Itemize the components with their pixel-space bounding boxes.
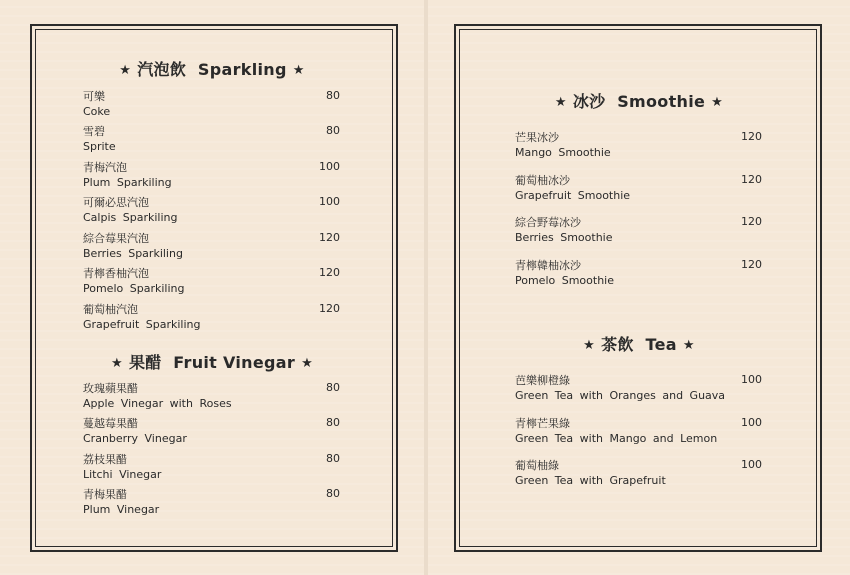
item-name-en: Calpis Sparkiling — [83, 211, 178, 224]
item-price: 80 — [326, 416, 340, 429]
star-icon: ★ — [301, 356, 314, 371]
star-icon: ★ — [554, 95, 567, 110]
menu-item — [515, 173, 630, 203]
item-price: 120 — [741, 258, 762, 271]
item-price: 120 — [741, 173, 762, 186]
menu-item — [83, 416, 187, 446]
item-name-en: Plum Vinegar — [83, 503, 160, 516]
menu-item — [83, 266, 184, 296]
item-name-zh: 綜合野莓冰沙 — [515, 216, 581, 229]
star-icon: ★ — [110, 356, 123, 371]
item-name-zh: 葡萄柚汽泡 — [83, 303, 138, 316]
menu-item — [83, 160, 172, 190]
item-name-en: Plum Sparkiling — [83, 176, 172, 189]
menu-item — [515, 130, 611, 160]
menu-item — [515, 373, 725, 403]
section-title-zh: 冰沙 — [572, 92, 606, 111]
item-name-en: Berries Sparkiling — [83, 247, 183, 260]
item-name-en: Mango Smoothie — [515, 146, 611, 159]
section-title-zh: 汽泡飲 — [137, 60, 187, 79]
section-title-fruit-vinegar — [0, 350, 424, 373]
item-name-zh: 雪碧 — [83, 125, 105, 138]
section-title-smoothie — [428, 89, 850, 112]
star-icon: ★ — [682, 338, 695, 353]
section-title-zh: 茶飲 — [601, 335, 634, 354]
item-price: 120 — [319, 266, 340, 279]
item-name-zh: 可爾必思汽泡 — [83, 196, 149, 209]
menu-item — [83, 487, 159, 517]
menu-item — [83, 124, 116, 154]
item-price: 120 — [319, 231, 340, 244]
star-icon: ★ — [711, 95, 724, 110]
item-name-zh: 綜合莓果汽泡 — [83, 232, 149, 245]
item-name-zh: 青梅果醋 — [83, 488, 127, 501]
section-title-sparkling — [0, 57, 424, 80]
item-name-zh: 葡萄柚冰沙 — [515, 174, 570, 187]
menu-item — [83, 452, 161, 482]
section-title-en: Fruit Vinegar — [173, 353, 296, 372]
section-title-en: Sparkling — [197, 60, 287, 79]
section-title-zh: 果醋 — [128, 353, 162, 372]
menu-item — [515, 258, 614, 288]
item-name-en: Grapefruit Sparkiling — [83, 318, 201, 331]
menu-item — [83, 89, 110, 119]
item-price: 80 — [326, 381, 340, 394]
item-name-zh: 青梅汽泡 — [83, 161, 127, 174]
menu-page-left — [0, 0, 424, 575]
menu-item — [515, 458, 666, 488]
item-name-zh: 青檸香柚汽泡 — [83, 267, 149, 280]
item-name-zh: 青檸芒果綠 — [515, 417, 570, 430]
menu-item — [83, 381, 232, 411]
item-name-zh: 葡萄柚綠 — [515, 459, 559, 472]
section-title-en: Smoothie — [617, 92, 706, 111]
star-icon: ★ — [292, 63, 305, 78]
menu-page-right — [428, 0, 850, 575]
item-price: 80 — [326, 124, 340, 137]
item-price: 80 — [326, 89, 340, 102]
item-price: 120 — [741, 130, 762, 143]
menu-item — [515, 416, 717, 446]
menu-item — [83, 195, 177, 225]
star-icon: ★ — [583, 338, 596, 353]
item-price: 120 — [319, 302, 340, 315]
item-name-zh: 荔枝果醋 — [83, 453, 127, 466]
menu-item — [83, 231, 183, 261]
section-title-tea — [428, 332, 850, 355]
item-name-en: Cranberry Vinegar — [83, 432, 187, 445]
item-name-en: Apple Vinegar with Roses — [83, 397, 232, 410]
item-name-zh: 芒果冰沙 — [515, 131, 559, 144]
item-name-en: Coke — [83, 105, 111, 118]
section-title-en: Tea — [645, 335, 677, 354]
item-name-en: Berries Smoothie — [515, 231, 613, 244]
item-name-en: Green Tea with Grapefruit — [515, 474, 666, 487]
item-name-zh: 玫瑰蘋果醋 — [83, 382, 138, 395]
item-name-en: Grapefruit Smoothie — [515, 189, 631, 202]
item-name-en: Green Tea with Oranges and Guava — [515, 389, 726, 402]
item-name-zh: 可樂 — [83, 90, 105, 103]
menu-item — [83, 302, 201, 332]
item-price: 100 — [319, 160, 340, 173]
item-price: 100 — [741, 458, 762, 471]
item-price: 120 — [741, 215, 762, 228]
item-name-zh: 芭樂柳橙綠 — [515, 374, 570, 387]
star-icon: ★ — [119, 63, 132, 78]
item-name-en: Green Tea with Mango and Lemon — [515, 432, 718, 445]
item-name-en: Pomelo Sparkiling — [83, 282, 185, 295]
item-name-zh: 蔓越莓果醋 — [83, 417, 138, 430]
item-name-en: Litchi Vinegar — [83, 468, 162, 481]
item-price: 80 — [326, 487, 340, 500]
item-price: 80 — [326, 452, 340, 465]
item-name-zh: 青檸韓柚冰沙 — [515, 259, 581, 272]
menu-item — [515, 215, 612, 245]
item-price: 100 — [741, 373, 762, 386]
item-price: 100 — [319, 195, 340, 208]
item-name-en: Sprite — [83, 140, 116, 153]
item-name-en: Pomelo Smoothie — [515, 274, 615, 287]
item-price: 100 — [741, 416, 762, 429]
